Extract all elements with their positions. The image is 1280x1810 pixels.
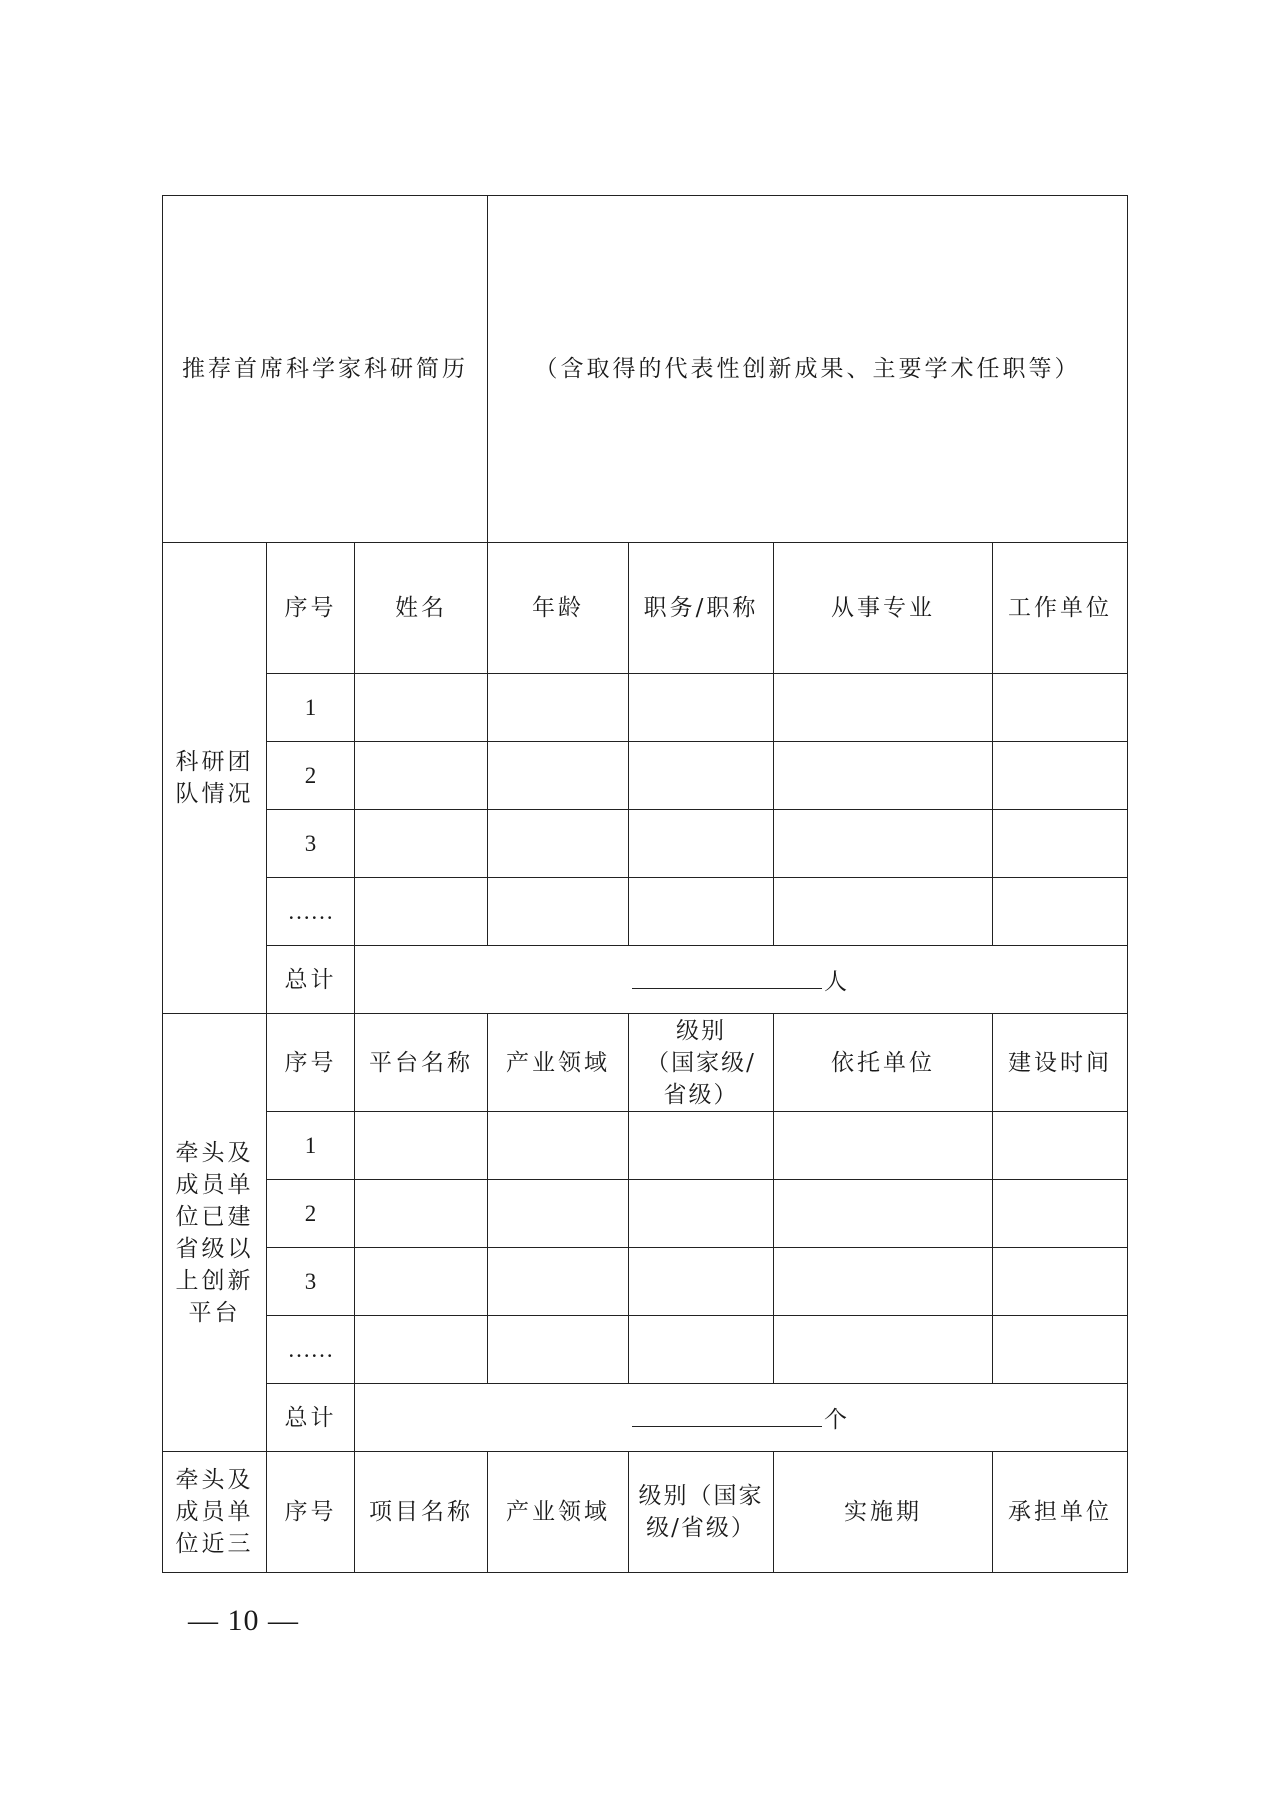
platform-header-row: [163, 1014, 1128, 1112]
team-total-label: 总计: [267, 946, 355, 1014]
platform-cell-built-time[interactable]: [993, 1180, 1128, 1248]
team-side-line: 队情况: [175, 781, 254, 807]
team-cell-age[interactable]: [488, 810, 629, 878]
team-cell-employer[interactable]: [993, 878, 1128, 946]
platform-side-line: 牵头及: [175, 1139, 254, 1166]
team-cell-title[interactable]: [629, 742, 774, 810]
platform-cell-built-time[interactable]: [993, 1112, 1128, 1180]
table-row: [163, 810, 1128, 878]
platform-total-unit: 个: [824, 1406, 851, 1433]
team-cell-major[interactable]: [774, 674, 993, 742]
table-row: [163, 1316, 1128, 1384]
table-row: [163, 1248, 1128, 1316]
platform-level-line: （国家级/: [646, 1049, 756, 1076]
team-row-seq: 2: [267, 742, 355, 810]
platform-total-label: 总计: [267, 1384, 355, 1452]
team-header-row: [163, 543, 1128, 674]
platform-cell-name[interactable]: [355, 1112, 488, 1180]
platform-header-level: [629, 1014, 774, 1112]
team-side-line: 科研团: [175, 749, 254, 775]
team-cell-name[interactable]: [355, 810, 488, 878]
platform-side-line: 位已建: [175, 1203, 254, 1230]
platform-cell-field[interactable]: [488, 1112, 629, 1180]
platform-side-line: 省级以: [175, 1235, 254, 1262]
team-cell-name[interactable]: [355, 674, 488, 742]
team-header-name: 姓名: [355, 543, 488, 674]
platform-cell-level[interactable]: [629, 1112, 774, 1180]
team-cell-age[interactable]: [488, 674, 629, 742]
team-total-field[interactable]: [355, 946, 1128, 1014]
platform-side-line: 平台: [188, 1299, 241, 1326]
application-form-table: [162, 195, 1128, 1573]
team-cell-name[interactable]: [355, 742, 488, 810]
team-cell-age[interactable]: [488, 878, 629, 946]
platform-side-label: [163, 1014, 267, 1452]
team-total-row: [163, 946, 1128, 1014]
platform-header-field: 产业领域: [488, 1014, 629, 1112]
table-row: [163, 1180, 1128, 1248]
table-row: [163, 1112, 1128, 1180]
team-cell-name[interactable]: [355, 878, 488, 946]
cv-content-field[interactable]: [488, 196, 1128, 543]
team-header-seq: 序号: [267, 543, 355, 674]
table-row: [163, 742, 1128, 810]
team-row-seq: 1: [267, 674, 355, 742]
platform-total-row: [163, 1384, 1128, 1452]
team-cell-title[interactable]: [629, 878, 774, 946]
project-side-line: 位近三: [175, 1531, 254, 1557]
team-cell-title[interactable]: [629, 674, 774, 742]
platform-header-name: 平台名称: [355, 1014, 488, 1112]
team-cell-employer[interactable]: [993, 810, 1128, 878]
platform-cell-level[interactable]: [629, 1248, 774, 1316]
platform-cell-name[interactable]: [355, 1248, 488, 1316]
platform-cell-level[interactable]: [629, 1180, 774, 1248]
team-header-title: 职务/职称: [629, 543, 774, 674]
platform-row-seq: 1: [267, 1112, 355, 1180]
platform-cell-host[interactable]: [774, 1180, 993, 1248]
team-cell-employer[interactable]: [993, 742, 1128, 810]
project-side-label: [163, 1452, 267, 1573]
project-level-line: 级别（国家: [638, 1483, 764, 1509]
cv-row: [163, 196, 1128, 543]
team-row-seq: 3: [267, 810, 355, 878]
platform-total-field[interactable]: [355, 1384, 1128, 1452]
platform-cell-name[interactable]: [355, 1180, 488, 1248]
team-header-major: 从事专业: [774, 543, 993, 674]
project-header-field: 产业领域: [488, 1452, 629, 1573]
team-side-label: [163, 543, 267, 1014]
platform-row-seq: 2: [267, 1180, 355, 1248]
platform-total-blank[interactable]: [632, 1400, 822, 1427]
platform-cell-level[interactable]: [629, 1316, 774, 1384]
platform-cell-host[interactable]: [774, 1248, 993, 1316]
cv-hint: （含取得的代表性创新成果、主要学术任职等）: [534, 356, 1081, 382]
platform-header-built-time: 建设时间: [993, 1014, 1128, 1112]
platform-side-line: 成员单: [175, 1171, 254, 1198]
platform-level-line: 级别: [676, 1017, 727, 1044]
platform-row-seq: ……: [267, 1316, 355, 1384]
table-row: [163, 878, 1128, 946]
project-header-undertaker: 承担单位: [993, 1452, 1128, 1573]
cv-label: 推荐首席科学家科研简历: [163, 196, 488, 543]
team-row-seq: ……: [267, 878, 355, 946]
platform-cell-host[interactable]: [774, 1112, 993, 1180]
team-cell-major[interactable]: [774, 742, 993, 810]
platform-cell-field[interactable]: [488, 1248, 629, 1316]
project-level-line: 级/省级）: [646, 1515, 756, 1541]
platform-cell-field[interactable]: [488, 1316, 629, 1384]
project-header-seq: 序号: [267, 1452, 355, 1573]
team-cell-major[interactable]: [774, 878, 993, 946]
platform-cell-field[interactable]: [488, 1180, 629, 1248]
platform-cell-host[interactable]: [774, 1316, 993, 1384]
project-header-name: 项目名称: [355, 1452, 488, 1573]
platform-level-line: 省级）: [663, 1081, 739, 1108]
platform-row-seq: 3: [267, 1248, 355, 1316]
platform-cell-built-time[interactable]: [993, 1248, 1128, 1316]
team-cell-title[interactable]: [629, 810, 774, 878]
team-total-blank[interactable]: [632, 962, 822, 989]
team-total-unit: 人: [824, 968, 851, 995]
project-header-row: [163, 1452, 1128, 1573]
platform-cell-built-time[interactable]: [993, 1316, 1128, 1384]
team-header-employer: 工作单位: [993, 543, 1128, 674]
platform-side-line: 上创新: [175, 1267, 254, 1294]
project-header-period: 实施期: [774, 1452, 993, 1573]
project-header-level: [629, 1452, 774, 1573]
team-cell-employer[interactable]: [993, 674, 1128, 742]
table-row: [163, 674, 1128, 742]
team-header-age: 年龄: [488, 543, 629, 674]
team-cell-age[interactable]: [488, 742, 629, 810]
project-side-line: 成员单: [175, 1499, 254, 1525]
team-cell-major[interactable]: [774, 810, 993, 878]
platform-cell-name[interactable]: [355, 1316, 488, 1384]
platform-header-host: 依托单位: [774, 1014, 993, 1112]
project-side-line: 牵头及: [175, 1467, 254, 1493]
page-number: — 10 —: [188, 1604, 299, 1637]
platform-header-seq: 序号: [267, 1014, 355, 1112]
